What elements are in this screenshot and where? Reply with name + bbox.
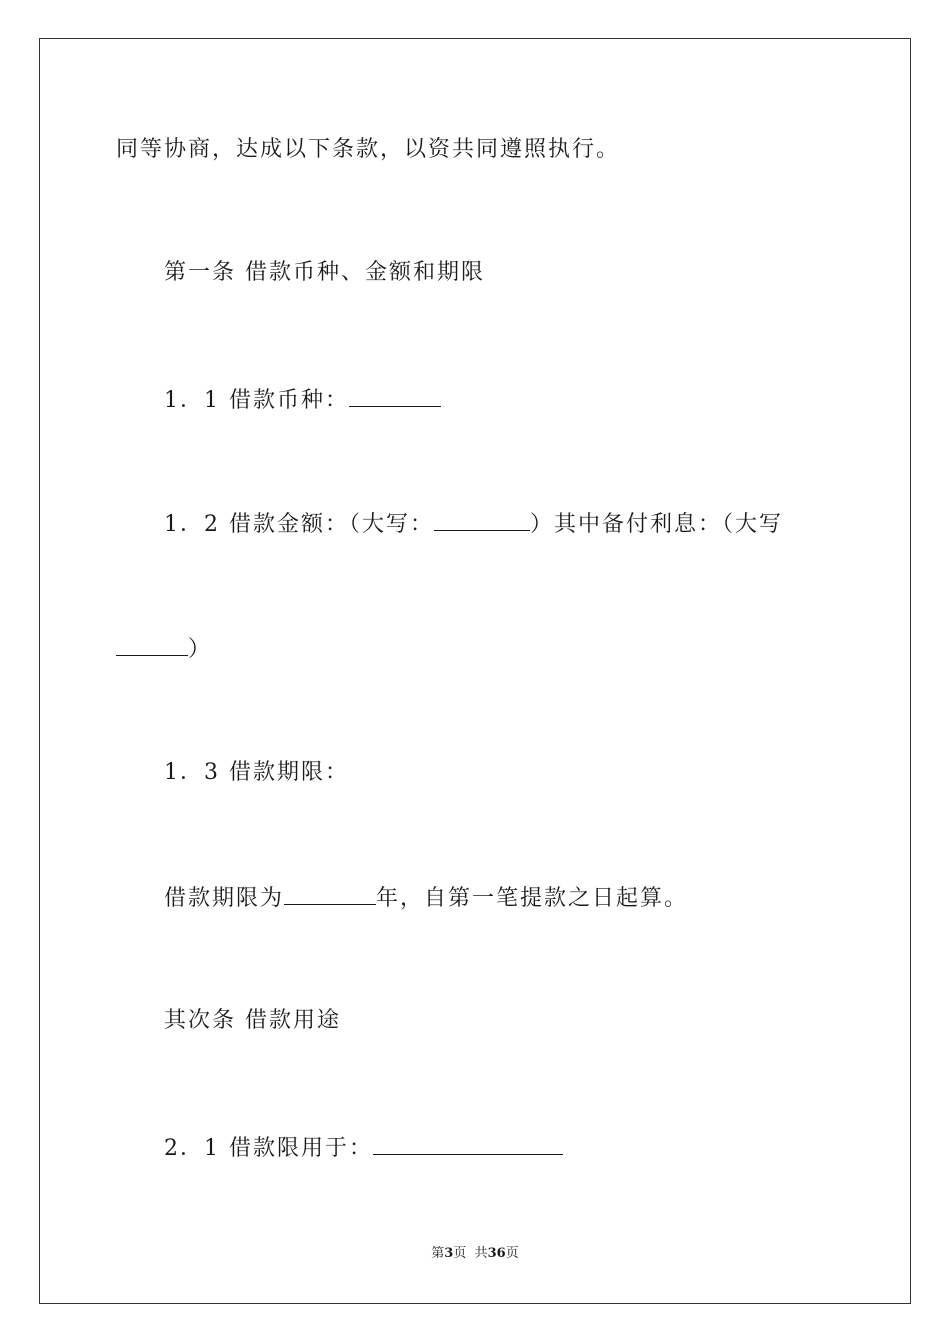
fill-in-blank[interactable]	[373, 1132, 563, 1155]
section-heading-2	[164, 1006, 341, 1036]
clause-1-2	[164, 508, 783, 540]
fill-in-blank[interactable]	[434, 508, 530, 531]
line-text: 同等协商，达成以下条款，以资共同遵照执行。	[116, 137, 621, 162]
clause-1-2-continued	[116, 633, 212, 665]
section-heading-1	[164, 258, 485, 288]
current-page-number: 3	[444, 1246, 454, 1261]
line-text: 第一条 借款币种、金额和期限	[164, 260, 485, 285]
footer-suffix: 页	[505, 1246, 519, 1261]
fill-in-blank[interactable]	[284, 882, 376, 905]
clause-1-3	[164, 758, 349, 788]
line-text: ）	[188, 637, 213, 662]
clause-2-1	[164, 1132, 563, 1164]
total-page-count: 36	[487, 1246, 506, 1261]
text-line-1	[116, 135, 620, 165]
footer-prefix: 第	[431, 1246, 445, 1261]
line-text: 其次条 借款用途	[164, 1008, 341, 1033]
line-text: 借款期限为	[164, 886, 285, 911]
fill-in-blank[interactable]	[349, 384, 441, 407]
line-text: 1．2 借款金额：（大写：	[164, 512, 434, 537]
line-text: 1．1 借款币种：	[164, 388, 349, 413]
line-text: 1．3 借款期限：	[164, 760, 349, 785]
line-text: 年，自第一笔提款之日起算。	[376, 886, 689, 911]
clause-1-1	[164, 384, 441, 416]
footer-mid: 页 共	[453, 1246, 488, 1261]
loan-term-line	[164, 882, 688, 914]
line-text: 2．1 借款限用于：	[164, 1136, 373, 1161]
page-footer	[0, 1244, 950, 1264]
fill-in-blank[interactable]	[116, 633, 188, 656]
line-text: ）其中备付利息：（大写	[530, 512, 784, 537]
page-border	[39, 38, 911, 1304]
